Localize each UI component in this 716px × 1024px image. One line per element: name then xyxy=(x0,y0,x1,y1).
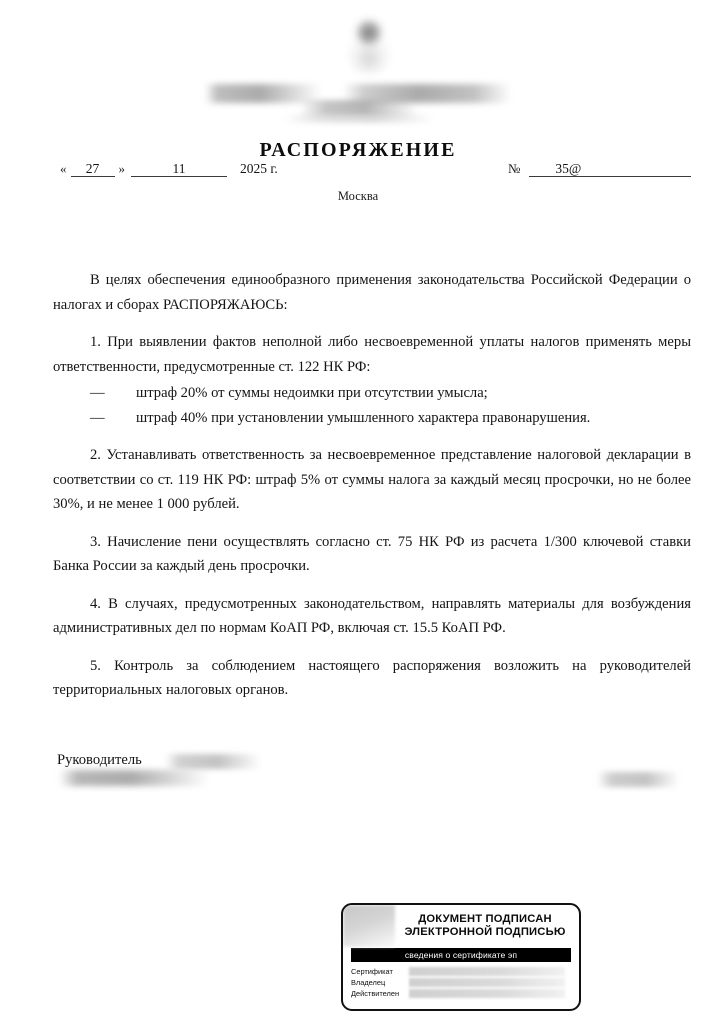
document-body xyxy=(53,268,691,703)
document-number-field[interactable]: 35@ xyxy=(529,161,691,177)
clause-1-bullets xyxy=(53,381,691,430)
quote-open: « xyxy=(60,161,67,176)
clause-1-lead: 1. При выявлении фактов неполной либо несвоевременной уплаты налогов применять меры ответственности, предусмотренные ст. 122 НК РФ: xyxy=(53,334,691,375)
organization-footline-redacted xyxy=(283,114,435,123)
electronic-signature-stamp xyxy=(341,903,581,1011)
intro-paragraph: В целях обеспечения единообразного применения законодательства Российской Федерации о налогах и сборах РАСПОРЯЖАЮСЬ: xyxy=(53,272,691,313)
document-date-group xyxy=(60,161,278,177)
document-header xyxy=(0,0,716,135)
em-dash-icon: — xyxy=(90,385,105,401)
date-day-field[interactable]: 27 xyxy=(71,161,115,177)
stamp-certificate-bar: сведения о сертификате эп xyxy=(351,948,571,962)
clause-1-bullet-1-text: штраф 20% от суммы недоимки при отсутствии умысла; xyxy=(136,385,488,401)
clause-3: 3. Начисление пени осуществлять согласно ст. 75 НК РФ из расчета 1/300 ключевой ставки Банка России за каждый день просрочки. xyxy=(53,533,691,574)
stamp-field-label-certificate: Сертификат xyxy=(351,967,393,976)
stamp-title-line-2: ЭЛЕКТРОННОЙ ПОДПИСЬЮ xyxy=(404,926,566,938)
date-month-field[interactable]: 11 xyxy=(131,161,227,177)
stamp-field-value-certificate-redacted xyxy=(409,967,565,976)
stamp-field-label-owner: Владелец xyxy=(351,978,386,987)
clause-1-bullet-2-text: штраф 40% при установлении умышленного характера правонарушения. xyxy=(136,409,591,426)
stamp-logo-icon xyxy=(343,905,395,947)
clause-5: 5. Контроль за соблюдением настоящего распоряжения возложить на руководителей территориальных налоговых органов. xyxy=(53,657,691,698)
state-emblem-icon xyxy=(347,18,391,74)
document-meta-row xyxy=(0,161,716,185)
quote-close: » xyxy=(118,161,125,176)
stamp-title xyxy=(395,913,579,939)
em-dash-icon: — xyxy=(90,409,105,426)
stamp-field-value-valid-redacted xyxy=(409,989,565,998)
signature-name-redacted xyxy=(165,754,261,769)
stamp-field-label-valid: Действителен xyxy=(351,989,400,998)
signature-position-redacted xyxy=(59,770,209,786)
document-title: РАСПОРЯЖЕНИЕ xyxy=(259,139,457,161)
date-year-label: 2025 г. xyxy=(240,161,278,176)
number-symbol: № xyxy=(508,161,521,176)
stamp-title-line-1: ДОКУМЕНТ ПОДПИСАН xyxy=(418,913,552,925)
clause-4: 4. В случаях, предусмотренных законодательством, направлять материалы для возбуждения административных дел по нормам КоАП РФ, включая ст. 15.5 КоАП РФ. xyxy=(53,595,691,636)
stamp-field-value-owner-redacted xyxy=(409,978,565,987)
document-city: Москва xyxy=(337,189,379,203)
signature-block xyxy=(57,752,677,812)
stamp-header xyxy=(343,905,579,947)
clause-2: 2. Устанавливать ответственность за несвоевременное представление налоговой декларации в соответствии со ст. 119 НК РФ: штраф 5% от суммы налога за каждый месяц просрочки, но не более 30%, и не менее 1 000 рублей. xyxy=(53,447,691,512)
signer-name-redacted xyxy=(597,772,679,787)
document-number-group xyxy=(508,161,691,177)
signature-role-label: Руководитель xyxy=(57,752,142,768)
clause-1-bullet-2 xyxy=(53,406,691,431)
stamp-certificate-fields xyxy=(351,967,579,998)
clause-1-bullet-1 xyxy=(53,381,691,406)
